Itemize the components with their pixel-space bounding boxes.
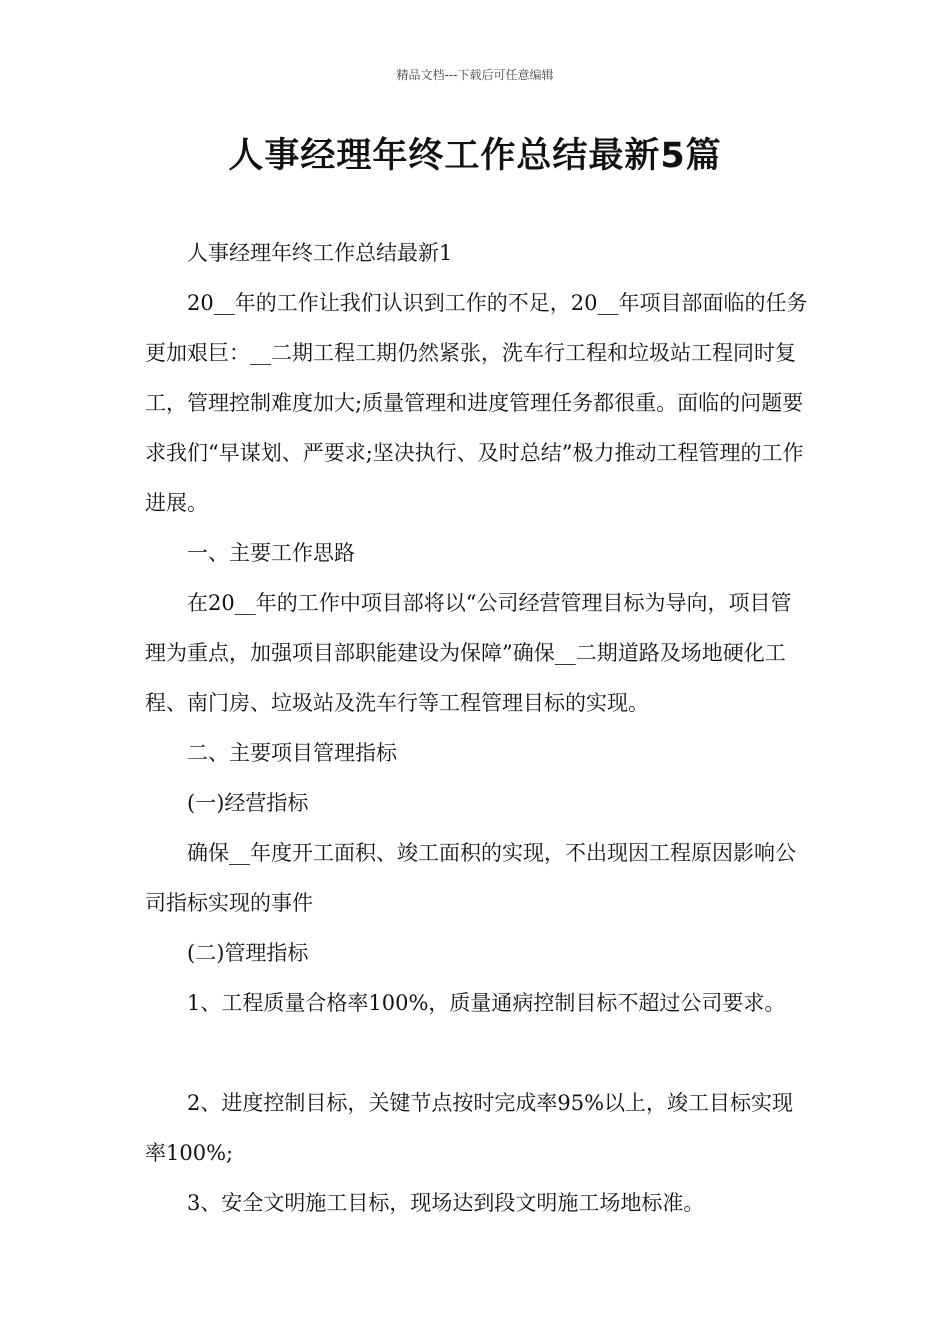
document-title: 人事经理年终工作总结最新5篇 bbox=[228, 136, 722, 176]
header-note: 精品文档---下载后可任意编辑 bbox=[396, 68, 554, 82]
subheading-business: (一)经营指标 bbox=[187, 791, 309, 815]
paragraph-intro: 20__年的工作让我们认识到工作的不足，20__年项目部面临的任务更加艰巨：__二期工程工期仍然紧张，洗车行工程和垃圾站工程同时复工，管理控制难度加大;质量管理和进度管理任务都很重。面临的问题要求我们“早谋划、严要求;坚决执行、及时总结”极力推动工程管理的工作进展。 bbox=[145, 291, 808, 515]
document-body bbox=[145, 228, 810, 1228]
paragraph-work-ideas: 在20__年的工作中项目部将以“公司经营管理目标为导向，项目管理为重点，加强项目部职能建设为保障”确保__二期道路及场地硬化工程、南门房、垃圾站及洗车行等工程管理目标的实现。 bbox=[145, 591, 792, 715]
subheading-management: (二)管理指标 bbox=[187, 941, 309, 965]
paragraph-business: 确保__年度开工面积、竣工面积的实现，不出现因工程原因影响公司指标实现的事件 bbox=[145, 841, 796, 915]
list-item-progress: 2、进度控制目标，关键节点按时完成率95%以上，竣工目标实现率100%; bbox=[145, 1091, 794, 1165]
list-item-quality: 1、工程质量合格率100%，质量通病控制目标不超过公司要求。 bbox=[187, 991, 786, 1015]
section-heading-work-ideas: 一、主要工作思路 bbox=[187, 541, 355, 565]
list-item-safety: 3、安全文明施工目标，现场达到段文明施工场地标准。 bbox=[187, 1191, 705, 1215]
section-heading-1: 人事经理年终工作总结最新1 bbox=[187, 241, 453, 265]
section-heading-indicators: 二、主要项目管理指标 bbox=[187, 741, 397, 765]
